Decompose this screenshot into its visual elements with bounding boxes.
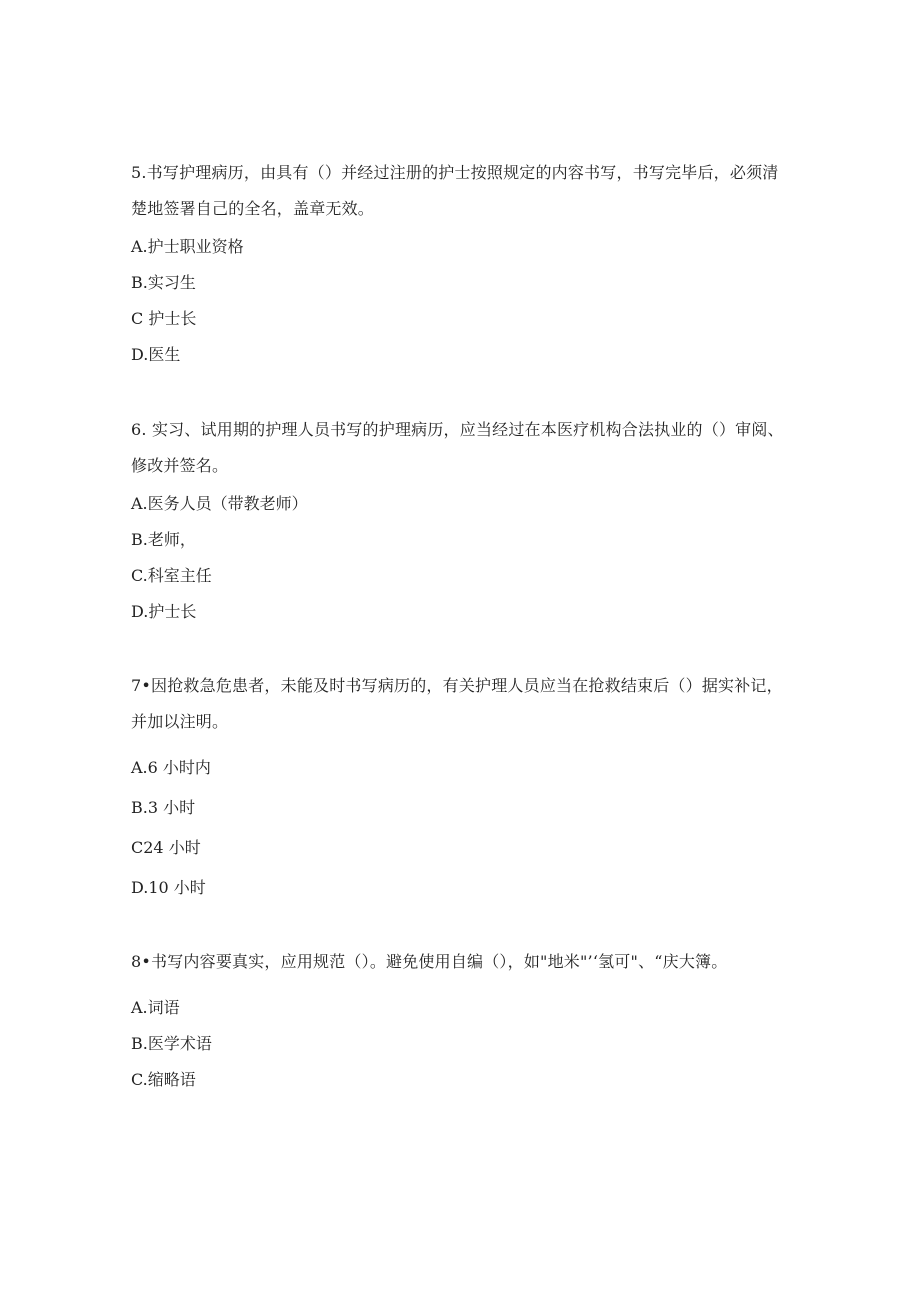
- question-stem: 7•因抢救急危患者，未能及时书写病历的，有关护理人员应当在抢救结束后（）据实补记，并加以注明。: [131, 676, 783, 731]
- option-list: [131, 229, 791, 373]
- option-c: C.科室主任: [131, 566, 212, 585]
- question-6: [131, 412, 791, 630]
- option-list: [131, 748, 791, 908]
- option-c: C.缩略语: [131, 1070, 196, 1089]
- question-8: [131, 944, 791, 1098]
- option-b: B.医学术语: [131, 1034, 212, 1053]
- option-a: A.医务人员（带教老师）: [131, 494, 308, 513]
- option-list: [131, 486, 791, 630]
- option-c: C24 小时: [131, 838, 201, 857]
- question-stem: 6. 实习、试用期的护理人员书写的护理病历，应当经过在本医疗机构合法执业的（）审阅、修改并签名。: [131, 420, 784, 475]
- option-d: D.护士长: [131, 602, 197, 621]
- option-d: D.10 小时: [131, 878, 206, 897]
- option-a: A.6 小时内: [131, 758, 211, 777]
- question-5: [131, 155, 791, 373]
- question-7: [131, 668, 791, 908]
- option-b: B.3 小时: [131, 798, 196, 817]
- option-c: C 护士长: [131, 309, 197, 328]
- question-stem: 5.书写护理病历，由具有（）并经过注册的护士按照规定的内容书写，书写完毕后，必须清楚地签署自己的全名，盖章无效。: [131, 163, 779, 218]
- option-a: A.护士职业资格: [131, 237, 244, 256]
- option-list: [131, 990, 791, 1098]
- option-b: B.实习生: [131, 273, 196, 292]
- question-stem: 8•书写内容要真实，应用规范（）。避免使用自编（），如"地米"’‘氢可"、“庆大簿。: [131, 952, 728, 971]
- option-b: B.老师，: [131, 530, 196, 549]
- option-d: D.医生: [131, 345, 181, 364]
- option-a: A.词语: [131, 998, 180, 1017]
